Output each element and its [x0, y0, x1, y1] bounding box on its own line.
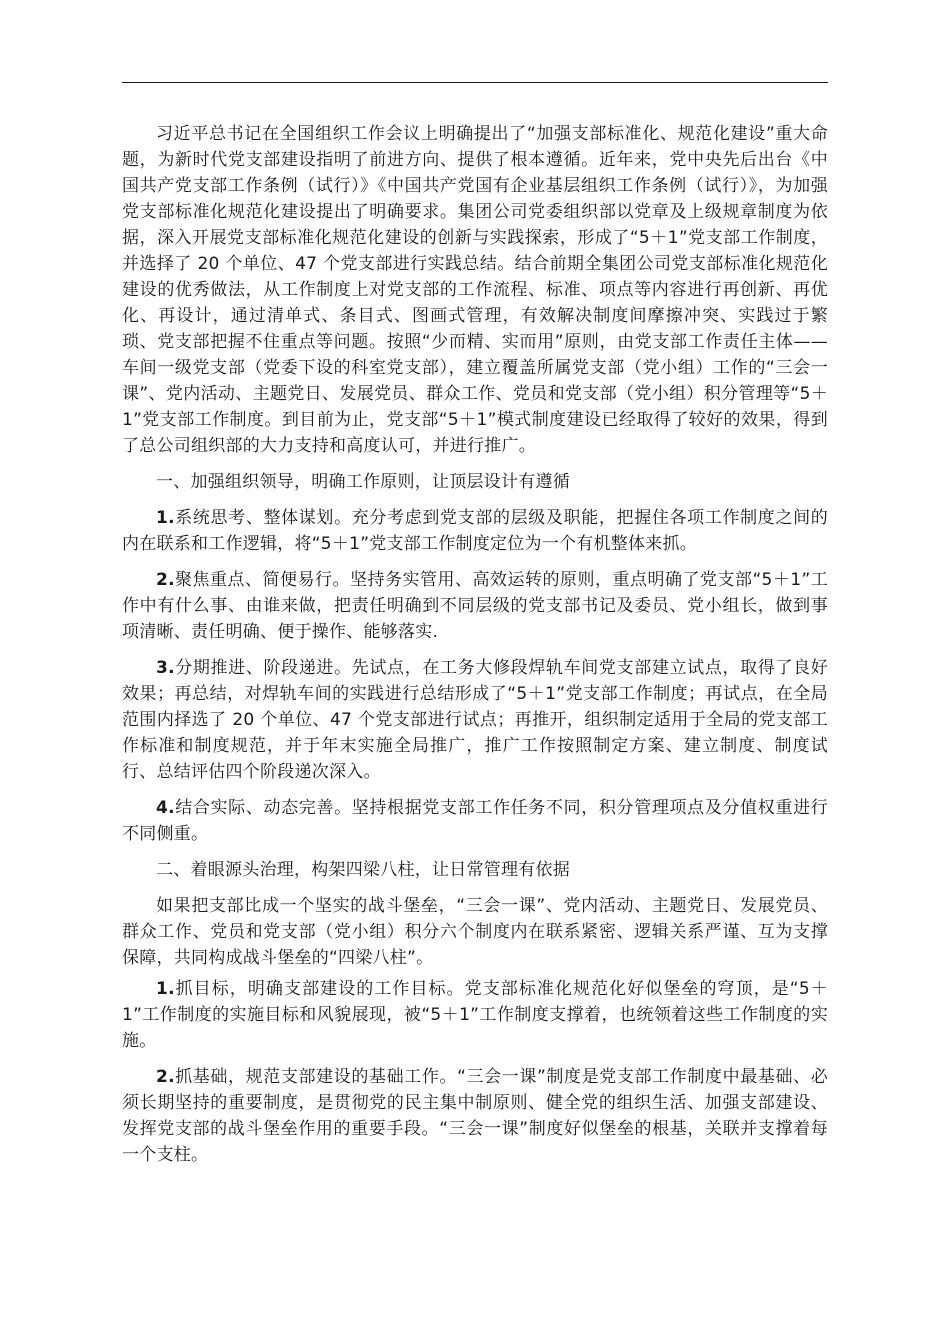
section-heading: 一、加强组织领导，明确工作原则，让顶层设计有遵循 [156, 472, 570, 492]
item-text: 聚焦重点、简便易行。坚持务实管用、高效运转的原则，重点明确了党支部“5＋1”工作中有什么事、由谁来做，把责任明确到不同层级的党支部书记及委员、党小组长，做到事项清晰、责任明确、便于操作、能够落实. [122, 570, 828, 642]
document-body [122, 121, 828, 1178]
item-text: 抓基础，规范支部建设的基础工作。“三会一课”制度是党支部工作制度中最基础、必须长期坚持的重要制度，是贯彻党的民主集中制原则、健全党的组织生活、加强支部建设、发挥党支部的战斗堡垒作用的重要手段。“三会一课”制度好似堡垒的根基，关联并支撑着每一个支柱。 [122, 1067, 828, 1165]
item-text: 分期推进、阶段递进。先试点，在工务大修段焊轨车间党支部建立试点，取得了良好效果；再总结，对焊轨车间的实践进行总结形成了“5＋1”党支部工作制度；再试点，在全局范围内择选了 20 个单位、47 个党支部进行试点；再推开，组织制定适用于全局的党支部工作标准和制度规范，并于年末实施全局推广，推广工作按照制定方案、建立制度、制度试行、总结评估四个阶段递次深入。 [122, 658, 828, 782]
list-item [122, 655, 828, 785]
list-item [122, 976, 828, 1054]
item-number: 3. [156, 658, 175, 678]
header-rule [122, 82, 828, 83]
list-item [122, 567, 828, 645]
list-item [122, 795, 828, 847]
item-number: 2. [156, 1067, 175, 1087]
item-number: 1. [156, 979, 175, 999]
item-text: 结合实际、动态完善。坚持根据党支部工作任务不同，积分管理项点及分值权重进行不同侧重。 [122, 798, 828, 844]
section-heading: 二、着眼源头治理，构架四梁八柱，让日常管理有依据 [156, 860, 570, 880]
item-number: 2. [156, 570, 175, 590]
intro-paragraph: 习近平总书记在全国组织工作会议上明确提出了“加强支部标准化、规范化建设”重大命题，为新时代党支部建设指明了前进方向、提供了根本遵循。近年来，党中央先后出台《中国共产党支部工作条例（试行）》《中国共产党国有企业基层组织工作条例（试行）》，为加强党支部标准化规范化建设提出了明确要求。集团公司党委组织部以党章及上级规章制度为依据，深入开展党支部标准化规范化建设的创新与实践探索，形成了“5＋1”党支部工作制度，并选择了 20 个单位、47 个党支部进行实践总结。结合前期全集团公司党支部标准化规范化建设的优秀做法，从工作制度上对党支部的工作流程、标准、项点等内容进行再创新、再优化、再设计，通过清单式、条目式、图画式管理，有效解决制度间摩擦冲突、实践过于繁琐、党支部把握不住重点等问题。按照“少而精、实而用”原则，由党支部工作责任主体——车间一级党支部（党委下设的科室党支部），建立覆盖所属党支部（党小组）工作的“三会一课”、党内活动、主题党日、发展党员、群众工作、党员和党支部（党小组）积分管理等“5＋1”党支部工作制度。到目前为止，党支部“5＋1”模式制度建设已经取得了较好的效果，得到了总公司组织部的大力支持和高度认可，并进行推广。 [122, 124, 828, 456]
section-lead-paragraph: 如果把支部比成一个坚实的战斗堡垒，“三会一课”、党内活动、主题党日、发展党员、群众工作、党员和党支部（党小组）积分六个制度内在联系紧密、逻辑关系严谨、互为支撑保障，共同构成战斗堡垒的“四梁八柱”。 [122, 896, 828, 968]
list-item [122, 505, 828, 557]
item-number: 1. [156, 508, 175, 528]
item-number: 4. [156, 798, 175, 818]
item-text: 抓目标，明确支部建设的工作目标。党支部标准化规范化好似堡垒的穹顶，是“5＋1”工作制度的实施目标和风貌展现，被“5＋1”工作制度支撑着，也统领着这些工作制度的实施。 [122, 979, 828, 1051]
item-text: 系统思考、整体谋划。充分考虑到党支部的层级及职能，把握住各项工作制度之间的内在联系和工作逻辑，将“5＋1”党支部工作制度定位为一个有机整体来抓。 [122, 508, 828, 554]
list-item [122, 1064, 828, 1168]
